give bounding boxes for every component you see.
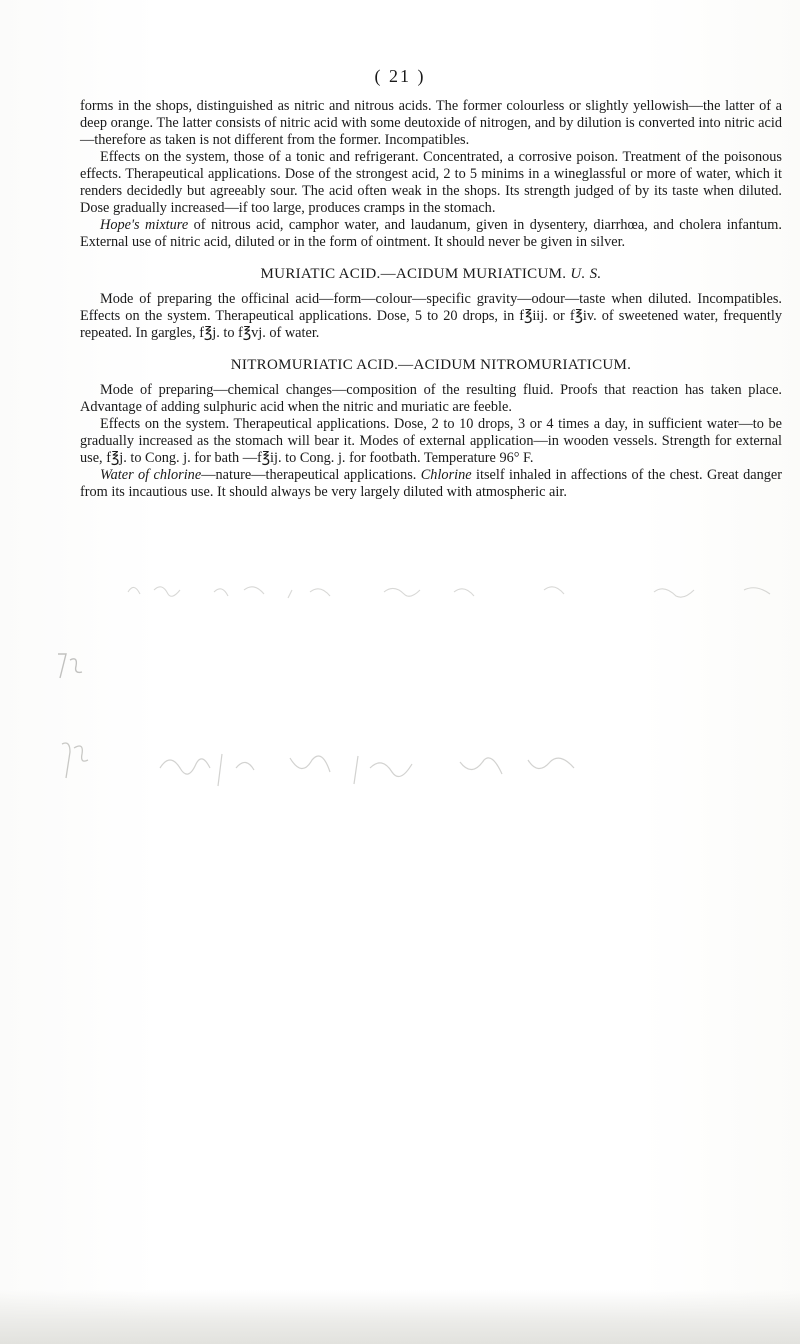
hopes-mixture-paragraph	[80, 217, 782, 251]
muriatic-acid-body: Mode of preparing the officinal acid—form—colour—specific gravity—odour—taste when diluted. Incompatibles. Effects on the system. Therapeutical applications. Dose, 5 to 20 drops, in f℥iij. or f℥iv. of sweetened water, frequently repeated. In gargles, f℥j. to f℥vj. of water.	[80, 291, 782, 341]
water-of-chlorine-paragraph	[80, 467, 782, 501]
hopes-mixture-label: Hope's mixture	[100, 217, 189, 233]
muriatic-heading-suffix: U. S.	[570, 266, 602, 282]
nitromuriatic-preparation: Mode of preparing—chemical changes—composition of the resulting fluid. Proofs that reaction has taken place. Advantage of adding sulphuric acid when the nitric and muriatic are feeble.	[80, 382, 782, 415]
page-number: ( 21 )	[374, 66, 426, 86]
muriatic-heading-text: MURIATIC ACID.—ACIDUM MURIATICUM.	[260, 266, 567, 282]
chlorine-text-2: itself inhaled in affections of the chest. Great danger from its incautious use. It should always be very largely diluted with atmospheric air.	[80, 467, 782, 500]
page-body	[80, 98, 782, 501]
pencil-scribble-bottom	[40, 738, 600, 798]
water-of-chlorine-label: Water of chlorine	[100, 467, 202, 483]
nitric-acid-continuation: forms in the shops, distinguished as nitric and nitrous acids. The former colourless or slightly yellowish—the latter of a deep orange. The latter consists of nitric acid with some deutoxide of nitrogen, and by dilution is converted into nitric acid—therefore as taken is not different from the former. Incompatibles.	[80, 98, 782, 148]
muriatic-acid-heading	[80, 266, 782, 283]
pencil-scribble-margin	[52, 648, 92, 688]
pencil-scribble-inline	[124, 578, 784, 602]
nitric-acid-effects: Effects on the system, those of a tonic and refrigerant. Concentrated, a corrosive poison. Treatment of the poisonous effects. Therapeutical applications. Dose of the strongest acid, 2 to 5 minims in a wineglassful or more of water, which it renders decidedly but agreeably sour. The acid often weak in the shops. Its strength judged of by its taste when diluted. Dose gradually increased—if too large, produces cramps in the stomach.	[80, 149, 782, 216]
nitromuriatic-effects: Effects on the system. Therapeutical applications. Dose, 2 to 10 drops, 3 or 4 times a day, in sufficient water—to be gradually increased as the stomach will bear it. Modes of external application—in wooden vessels. Strength for external use, f℥j. to Cong. j. for bath —f℥ij. to Cong. j. for footbath. Temperature 96° F.	[80, 416, 782, 466]
hopes-mixture-text: of nitrous acid, camphor water, and laudanum, given in dysentery, diarrhœa, and cholera infantum. External use of nitric acid, diluted or in the form of ointment. It should never be given in silver.	[80, 217, 782, 250]
chlorine-text-1: —nature—therapeutical applications.	[201, 467, 421, 483]
chlorine-label: Chlorine	[420, 467, 472, 483]
nitromuriatic-acid-heading: NITROMURIATIC ACID.—ACIDUM NITROMURIATICUM.	[230, 357, 632, 373]
